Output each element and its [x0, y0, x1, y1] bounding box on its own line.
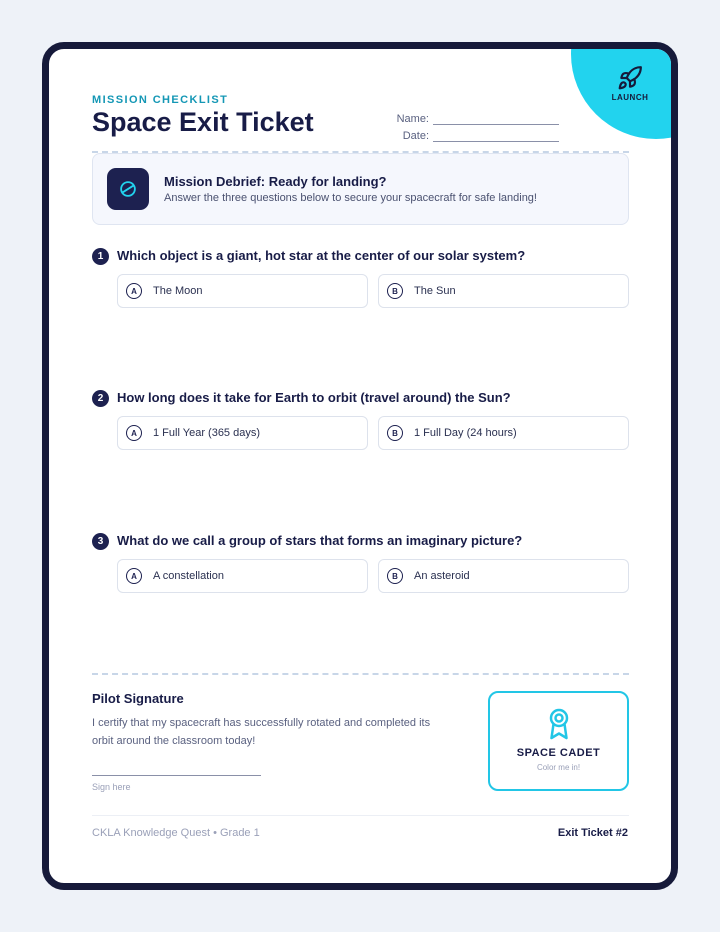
option-text: A constellation: [153, 570, 224, 582]
signature-line[interactable]: [92, 775, 261, 776]
footer-course: CKLA Knowledge Quest • Grade 1: [92, 827, 260, 839]
signature-title: Pilot Signature: [92, 691, 184, 706]
answer-option-a[interactable]: [117, 559, 368, 593]
planet-icon: [107, 168, 149, 210]
date-field[interactable]: [379, 125, 559, 142]
debrief-text: Answer the three questions below to secure your spacecraft for safe landing!: [164, 192, 537, 204]
signature-hint: Sign here: [92, 782, 131, 792]
signature-divider: [92, 673, 629, 675]
option-text: 1 Full Day (24 hours): [414, 427, 517, 439]
signature-statement: I certify that my spacecraft has successfully rotated and completed its orbit around the classroom today!: [92, 717, 431, 747]
option-text: The Moon: [153, 285, 203, 297]
question-2: [92, 388, 629, 439]
date-label: Date:: [402, 130, 429, 142]
question-3: [92, 531, 629, 582]
option-letter: A: [126, 283, 142, 299]
option-text: The Sun: [414, 285, 456, 297]
debrief-title: Mission Debrief: Ready for landing?: [164, 174, 387, 189]
name-field[interactable]: [379, 108, 559, 125]
question-number: 3: [92, 533, 109, 550]
option-letter: A: [126, 568, 142, 584]
footer-ticket-number: Exit Ticket #2: [557, 827, 628, 839]
award-ribbon-icon: [546, 707, 572, 741]
rocket-icon: [617, 65, 643, 91]
answer-option-a[interactable]: [117, 274, 368, 308]
question-1: [92, 246, 629, 297]
option-letter: B: [387, 283, 403, 299]
debrief-box: [92, 153, 629, 225]
option-letter: B: [387, 425, 403, 441]
name-label: Name:: [396, 113, 429, 125]
eyebrow-label: MISSION CHECKLIST: [92, 94, 229, 106]
answer-option-b[interactable]: [378, 416, 629, 450]
exit-ticket-card: [42, 42, 678, 890]
badge-subtitle: Color me in!: [536, 763, 581, 772]
answer-option-a[interactable]: [117, 416, 368, 450]
badge-title: SPACE CADET: [516, 747, 601, 759]
page-title: Space Exit Ticket: [92, 107, 314, 137]
question-number: 1: [92, 248, 109, 265]
launch-badge: [599, 65, 661, 102]
option-letter: B: [387, 568, 403, 584]
answer-option-b[interactable]: [378, 559, 629, 593]
name-line[interactable]: [433, 113, 559, 125]
question-text: What do we call a group of stars that forms an imaginary picture?: [117, 533, 523, 548]
footer-divider: [92, 815, 629, 816]
name-date-fields: [379, 108, 559, 142]
question-number: 2: [92, 390, 109, 407]
launch-label: LAUNCH: [611, 93, 649, 102]
option-letter: A: [126, 425, 142, 441]
option-text: 1 Full Year (365 days): [153, 427, 261, 439]
answer-option-b[interactable]: [378, 274, 629, 308]
space-cadet-badge[interactable]: [488, 691, 629, 791]
option-text: An asteroid: [414, 570, 470, 582]
date-line[interactable]: [433, 130, 559, 142]
question-text: Which object is a giant, hot star at the center of our solar system?: [117, 248, 526, 263]
question-text: How long does it take for Earth to orbit (travel around) the Sun?: [117, 390, 511, 405]
